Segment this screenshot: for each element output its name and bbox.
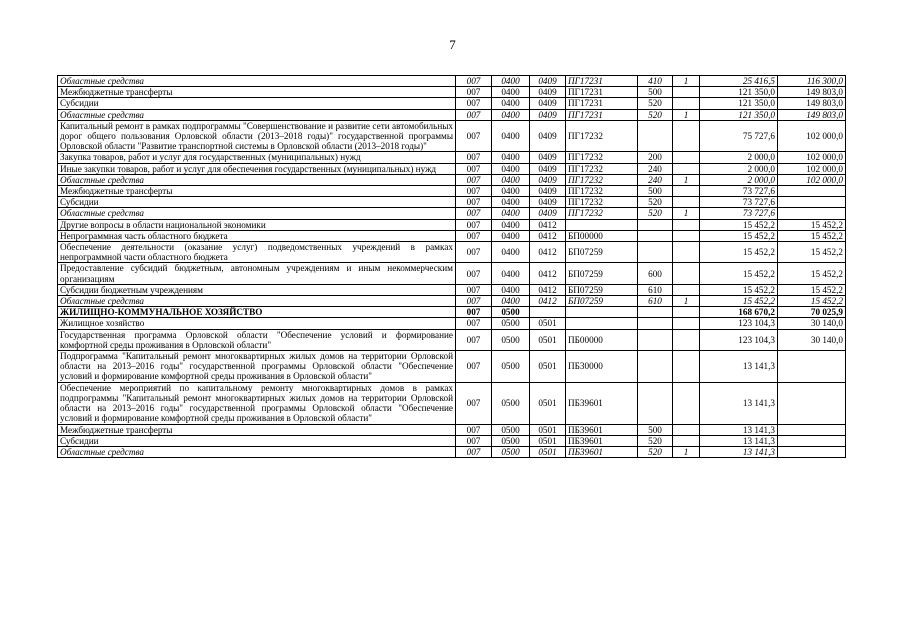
row-expense-type: 240 [638, 174, 673, 185]
row-ministry-code: 007 [456, 197, 492, 208]
table-row [58, 435, 846, 446]
row-ministry-code: 007 [456, 424, 492, 435]
row-section-code: 0400 [492, 230, 530, 241]
row-target-article: ПГ17231 [566, 87, 638, 98]
row-target-article: БП00000 [566, 230, 638, 241]
row-expense-type [638, 329, 673, 350]
row-amount-year-1: 25 416,5 [700, 76, 778, 87]
row-subsection-code [530, 307, 566, 318]
row-section-code: 0500 [492, 351, 530, 383]
row-subsection-code: 0412 [530, 296, 566, 307]
row-section-code: 0400 [492, 284, 530, 295]
row-funding-source [673, 435, 700, 446]
row-amount-year-2: 30 140,0 [778, 318, 846, 329]
table-row [58, 163, 846, 174]
row-expense-type: 600 [638, 263, 673, 284]
table-row [58, 242, 846, 263]
row-description: Подпрограмма "Капитальный ремонт многоквартирных жилых домов на территории Орловской области на 2013–2016 годы" государственной программы Орловской области "Обеспечение условий и формирование комфортной среды проживания в Орловской области" [58, 351, 456, 383]
table-row [58, 76, 846, 87]
row-ministry-code: 007 [456, 307, 492, 318]
table-row [58, 351, 846, 383]
row-section-code: 0400 [492, 109, 530, 120]
row-target-article [566, 219, 638, 230]
row-amount-year-2 [778, 186, 846, 197]
row-description: Областные средства [58, 109, 456, 120]
row-amount-year-1: 13 141,3 [700, 435, 778, 446]
row-target-article: БП07259 [566, 284, 638, 295]
row-ministry-code: 007 [456, 109, 492, 120]
row-funding-source: 1 [673, 296, 700, 307]
row-section-code: 0400 [492, 197, 530, 208]
table-row [58, 174, 846, 185]
row-amount-year-2 [778, 382, 846, 424]
row-amount-year-1: 15 452,2 [700, 242, 778, 263]
row-amount-year-2: 15 452,2 [778, 263, 846, 284]
row-target-article: ПБ39601 [566, 446, 638, 457]
row-expense-type [638, 242, 673, 263]
row-ministry-code: 007 [456, 120, 492, 152]
row-target-article: ПГ17232 [566, 186, 638, 197]
row-expense-type [638, 318, 673, 329]
row-section-code: 0400 [492, 152, 530, 163]
row-target-article: ПГ17232 [566, 163, 638, 174]
row-funding-source [673, 242, 700, 263]
row-amount-year-1: 13 141,3 [700, 382, 778, 424]
row-section-code: 0400 [492, 219, 530, 230]
row-funding-source [673, 186, 700, 197]
row-ministry-code: 007 [456, 98, 492, 109]
row-subsection-code: 0409 [530, 186, 566, 197]
row-amount-year-2: 149 803,0 [778, 109, 846, 120]
row-amount-year-2 [778, 435, 846, 446]
row-expense-type [638, 219, 673, 230]
row-subsection-code: 0501 [530, 435, 566, 446]
row-funding-source [673, 329, 700, 350]
row-target-article: БП07259 [566, 242, 638, 263]
table-row [58, 208, 846, 219]
table-row [58, 318, 846, 329]
row-subsection-code: 0409 [530, 109, 566, 120]
row-section-code: 0400 [492, 98, 530, 109]
row-funding-source [673, 284, 700, 295]
row-description: Областные средства [58, 446, 456, 457]
row-section-code: 0500 [492, 446, 530, 457]
row-section-code: 0400 [492, 120, 530, 152]
row-amount-year-1: 15 452,2 [700, 219, 778, 230]
row-funding-source: 1 [673, 174, 700, 185]
row-subsection-code: 0409 [530, 174, 566, 185]
table-row [58, 152, 846, 163]
row-expense-type [638, 120, 673, 152]
row-subsection-code: 0412 [530, 219, 566, 230]
row-funding-source [673, 197, 700, 208]
row-target-article: ПГ17232 [566, 208, 638, 219]
row-ministry-code: 007 [456, 318, 492, 329]
row-funding-source [673, 263, 700, 284]
row-ministry-code: 007 [456, 76, 492, 87]
row-amount-year-1: 13 141,3 [700, 351, 778, 383]
row-ministry-code: 007 [456, 163, 492, 174]
row-subsection-code: 0409 [530, 98, 566, 109]
row-target-article: БП07259 [566, 296, 638, 307]
row-description: Иные закупки товаров, работ и услуг для обеспечения государственных (муниципальных) нужд [58, 163, 456, 174]
row-target-article [566, 318, 638, 329]
row-subsection-code: 0501 [530, 318, 566, 329]
row-section-code: 0500 [492, 435, 530, 446]
row-funding-source [673, 219, 700, 230]
row-funding-source: 1 [673, 208, 700, 219]
row-section-code: 0500 [492, 382, 530, 424]
row-subsection-code: 0409 [530, 152, 566, 163]
table-row [58, 307, 846, 318]
row-target-article: ПГ17231 [566, 109, 638, 120]
row-ministry-code: 007 [456, 329, 492, 350]
row-amount-year-2 [778, 197, 846, 208]
row-expense-type: 240 [638, 163, 673, 174]
row-description: Государственная программа Орловской области "Обеспечение условий и формирование комфортной среды проживания в Орловской области" [58, 329, 456, 350]
table-row [58, 284, 846, 295]
row-amount-year-1: 2 000,0 [700, 152, 778, 163]
table-row [58, 424, 846, 435]
row-subsection-code: 0409 [530, 76, 566, 87]
row-amount-year-1: 121 350,0 [700, 98, 778, 109]
row-amount-year-1: 2 000,0 [700, 174, 778, 185]
table-row [58, 263, 846, 284]
row-amount-year-2: 102 000,0 [778, 120, 846, 152]
row-subsection-code: 0412 [530, 230, 566, 241]
row-section-code: 0500 [492, 424, 530, 435]
row-amount-year-2 [778, 446, 846, 457]
row-expense-type: 520 [638, 208, 673, 219]
row-amount-year-1: 121 350,0 [700, 87, 778, 98]
table-row [58, 87, 846, 98]
row-ministry-code: 007 [456, 230, 492, 241]
row-subsection-code: 0412 [530, 242, 566, 263]
row-description: Областные средства [58, 296, 456, 307]
row-target-article: ПГ17231 [566, 76, 638, 87]
table-row [58, 230, 846, 241]
row-ministry-code: 007 [456, 174, 492, 185]
row-amount-year-1: 123 104,3 [700, 318, 778, 329]
row-target-article: ПБ39601 [566, 424, 638, 435]
row-amount-year-1: 15 452,2 [700, 284, 778, 295]
row-target-article: ПГ17232 [566, 152, 638, 163]
row-description: Закупка товаров, работ и услуг для государственных (муниципальных) нужд [58, 152, 456, 163]
row-subsection-code: 0412 [530, 284, 566, 295]
table-row [58, 296, 846, 307]
table-row [58, 197, 846, 208]
row-description: Капитальный ремонт в рамках подпрограммы "Совершенствование и развитие сети автомобильных дорог общего пользования Орловской области (2013–2018 годы)" государственной программы Орловской области "Развитие транспортной системы в Орловской области (2013–2018 годы)" [58, 120, 456, 152]
row-description: Областные средства [58, 76, 456, 87]
row-amount-year-2: 102 000,0 [778, 174, 846, 185]
row-amount-year-2 [778, 351, 846, 383]
row-section-code: 0400 [492, 296, 530, 307]
row-ministry-code: 007 [456, 186, 492, 197]
row-ministry-code: 007 [456, 87, 492, 98]
row-funding-source [673, 87, 700, 98]
row-amount-year-2: 15 452,2 [778, 284, 846, 295]
row-funding-source: 1 [673, 76, 700, 87]
row-funding-source [673, 351, 700, 383]
row-ministry-code: 007 [456, 152, 492, 163]
row-funding-source: 1 [673, 109, 700, 120]
row-target-article: ПГ17232 [566, 174, 638, 185]
row-section-code: 0400 [492, 87, 530, 98]
row-description: ЖИЛИЩНО-КОММУНАЛЬНОЕ ХОЗЯЙСТВО [58, 307, 456, 318]
row-amount-year-2: 102 000,0 [778, 152, 846, 163]
row-funding-source [673, 382, 700, 424]
row-description: Субсидии [58, 98, 456, 109]
row-expense-type: 500 [638, 87, 673, 98]
row-section-code: 0400 [492, 208, 530, 219]
row-amount-year-1: 13 141,3 [700, 446, 778, 457]
row-target-article: ПБ39601 [566, 382, 638, 424]
row-subsection-code: 0412 [530, 263, 566, 284]
row-description: Субсидии [58, 197, 456, 208]
row-amount-year-2 [778, 424, 846, 435]
row-expense-type: 500 [638, 186, 673, 197]
row-amount-year-1: 15 452,2 [700, 263, 778, 284]
row-subsection-code: 0409 [530, 87, 566, 98]
row-expense-type: 200 [638, 152, 673, 163]
row-amount-year-2 [778, 208, 846, 219]
page-number: 7 [449, 37, 456, 52]
row-amount-year-2: 149 803,0 [778, 87, 846, 98]
table-row [58, 120, 846, 152]
row-subsection-code: 0409 [530, 163, 566, 174]
row-target-article [566, 307, 638, 318]
row-subsection-code: 0501 [530, 382, 566, 424]
row-funding-source: 1 [673, 446, 700, 457]
row-ministry-code: 007 [456, 382, 492, 424]
row-description: Областные средства [58, 174, 456, 185]
row-target-article: ПГ17231 [566, 98, 638, 109]
row-amount-year-2: 15 452,2 [778, 296, 846, 307]
row-description: Жилищное хозяйство [58, 318, 456, 329]
row-expense-type: 520 [638, 98, 673, 109]
row-subsection-code: 0501 [530, 329, 566, 350]
row-section-code: 0400 [492, 76, 530, 87]
row-funding-source [673, 307, 700, 318]
row-subsection-code: 0409 [530, 197, 566, 208]
row-ministry-code: 007 [456, 351, 492, 383]
row-target-article: ПГ17232 [566, 197, 638, 208]
row-expense-type [638, 230, 673, 241]
table-row [58, 98, 846, 109]
row-funding-source [673, 152, 700, 163]
row-funding-source [673, 163, 700, 174]
table-row [58, 219, 846, 230]
row-amount-year-1: 13 141,3 [700, 424, 778, 435]
row-expense-type [638, 382, 673, 424]
row-ministry-code: 007 [456, 263, 492, 284]
row-subsection-code: 0409 [530, 208, 566, 219]
row-section-code: 0400 [492, 163, 530, 174]
row-expense-type: 520 [638, 197, 673, 208]
row-description: Другие вопросы в области национальной экономики [58, 219, 456, 230]
row-description: Непрограммная часть областного бюджета [58, 230, 456, 241]
row-section-code: 0400 [492, 186, 530, 197]
row-amount-year-1: 2 000,0 [700, 163, 778, 174]
budget-table [57, 75, 846, 458]
row-description: Обеспечение мероприятий по капитальному ремонту многоквартирных домов в рамках подпрограммы "Капитальный ремонт многоквартирных жилых домов на территории Орловской области на 2013–2016 годы" государственной программы Орловской области "Обеспечение условий и формирование комфортной среды проживания в Орловской области" [58, 382, 456, 424]
row-description: Субсидии [58, 435, 456, 446]
row-amount-year-1: 73 727,6 [700, 186, 778, 197]
row-ministry-code: 007 [456, 284, 492, 295]
row-expense-type: 610 [638, 284, 673, 295]
row-expense-type: 520 [638, 435, 673, 446]
row-section-code: 0500 [492, 307, 530, 318]
row-target-article: ПГ17232 [566, 120, 638, 152]
table-row [58, 186, 846, 197]
row-expense-type: 610 [638, 296, 673, 307]
row-subsection-code: 0501 [530, 424, 566, 435]
row-amount-year-2: 15 452,2 [778, 230, 846, 241]
row-section-code: 0500 [492, 318, 530, 329]
row-target-article: ПБ00000 [566, 329, 638, 350]
row-expense-type: 410 [638, 76, 673, 87]
row-expense-type [638, 307, 673, 318]
row-section-code: 0400 [492, 174, 530, 185]
row-target-article: ПБ30000 [566, 351, 638, 383]
row-description: Межбюджетные трансферты [58, 424, 456, 435]
row-ministry-code: 007 [456, 242, 492, 263]
row-amount-year-2: 15 452,2 [778, 219, 846, 230]
row-description: Областные средства [58, 208, 456, 219]
row-expense-type [638, 351, 673, 383]
row-subsection-code: 0501 [530, 446, 566, 457]
row-funding-source [673, 318, 700, 329]
row-ministry-code: 007 [456, 296, 492, 307]
row-expense-type: 500 [638, 424, 673, 435]
row-amount-year-1: 73 727,6 [700, 208, 778, 219]
row-description: Обеспечение деятельности (оказание услуг) подведомственных учреждений в рамках непрограммной части областного бюджета [58, 242, 456, 263]
row-amount-year-2: 15 452,2 [778, 242, 846, 263]
row-amount-year-1: 75 727,6 [700, 120, 778, 152]
row-ministry-code: 007 [456, 435, 492, 446]
row-amount-year-2: 70 025,9 [778, 307, 846, 318]
row-target-article: ПБ39601 [566, 435, 638, 446]
row-subsection-code: 0501 [530, 351, 566, 383]
row-description: Предоставление субсидий бюджетным, автономным учреждениям и иным некоммерческим организациям [58, 263, 456, 284]
row-amount-year-1: 123 104,3 [700, 329, 778, 350]
row-section-code: 0400 [492, 242, 530, 263]
row-funding-source [673, 120, 700, 152]
row-subsection-code: 0409 [530, 120, 566, 152]
row-amount-year-1: 73 727,6 [700, 197, 778, 208]
row-description: Межбюджетные трансферты [58, 87, 456, 98]
row-expense-type: 520 [638, 109, 673, 120]
row-funding-source [673, 230, 700, 241]
row-section-code: 0500 [492, 329, 530, 350]
row-section-code: 0400 [492, 263, 530, 284]
table-row [58, 109, 846, 120]
row-amount-year-2: 116 300,0 [778, 76, 846, 87]
table-row [58, 329, 846, 350]
row-target-article: БП07259 [566, 263, 638, 284]
row-amount-year-2: 30 140,0 [778, 329, 846, 350]
row-ministry-code: 007 [456, 208, 492, 219]
row-amount-year-2: 149 803,0 [778, 98, 846, 109]
row-amount-year-2: 102 000,0 [778, 163, 846, 174]
row-expense-type: 520 [638, 446, 673, 457]
row-funding-source [673, 424, 700, 435]
row-amount-year-1: 121 350,0 [700, 109, 778, 120]
row-amount-year-1: 15 452,2 [700, 296, 778, 307]
row-amount-year-1: 168 670,2 [700, 307, 778, 318]
row-funding-source [673, 98, 700, 109]
table-row [58, 382, 846, 424]
row-description: Межбюджетные трансферты [58, 186, 456, 197]
row-description: Субсидии бюджетным учреждениям [58, 284, 456, 295]
row-ministry-code: 007 [456, 446, 492, 457]
table-row [58, 446, 846, 457]
row-ministry-code: 007 [456, 219, 492, 230]
row-amount-year-1: 15 452,2 [700, 230, 778, 241]
